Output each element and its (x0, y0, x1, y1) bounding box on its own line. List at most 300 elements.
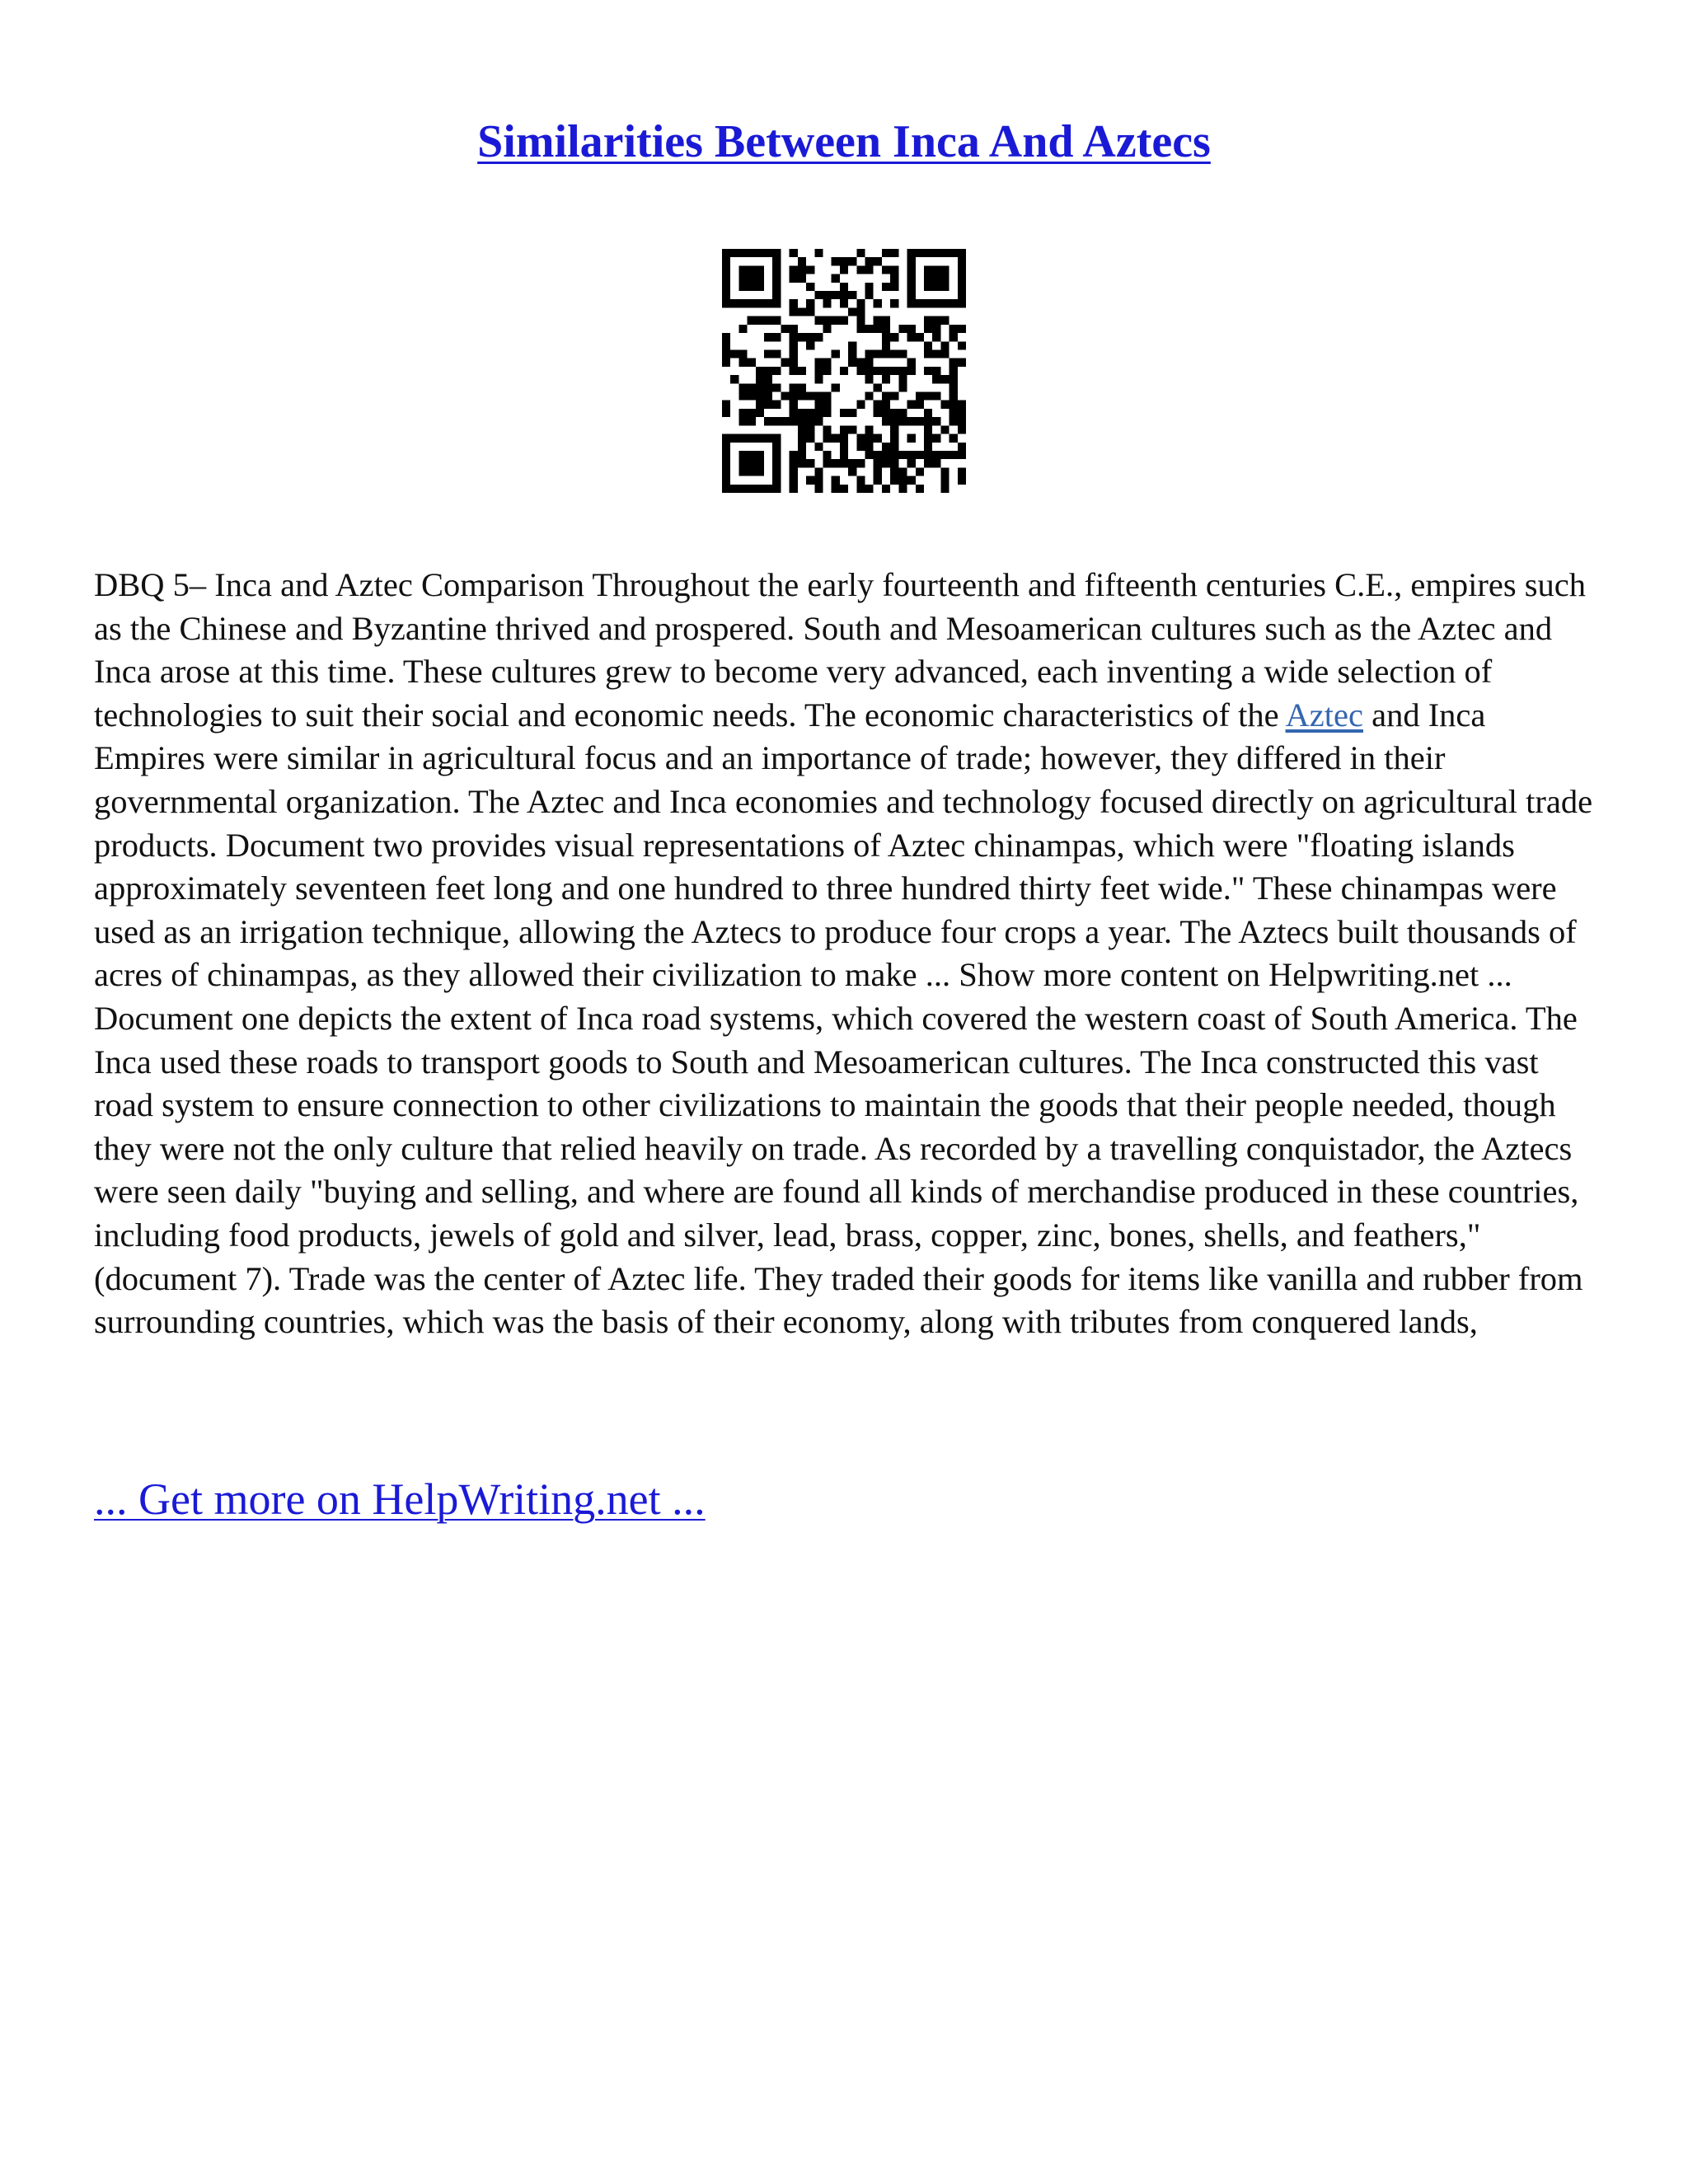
qr-module (814, 316, 823, 325)
qr-module (814, 359, 823, 367)
qr-module (814, 375, 823, 383)
qr-module (738, 409, 747, 417)
qr-module (814, 249, 823, 257)
qr-module (907, 476, 916, 485)
qr-module (890, 283, 898, 291)
qr-module (756, 409, 764, 417)
qr-module (738, 349, 747, 358)
qr-module (832, 383, 840, 391)
qr-module (781, 417, 789, 425)
qr-module (772, 316, 781, 325)
qr-module (814, 333, 823, 341)
qr-module (874, 349, 882, 358)
qr-module (781, 325, 789, 333)
qr-module (898, 325, 907, 333)
qr-module (856, 443, 865, 451)
qr-module (722, 409, 730, 417)
qr-module (722, 401, 730, 409)
qr-module (950, 401, 958, 409)
qr-module (790, 307, 798, 316)
qr-module (832, 459, 840, 467)
qr-module (722, 341, 730, 349)
qr-module (840, 409, 848, 417)
qr-module (856, 434, 865, 443)
qr-module (790, 367, 798, 375)
qr-module (772, 417, 781, 425)
qr-module (932, 392, 940, 401)
qr-module (958, 425, 966, 434)
qr-module (790, 392, 798, 401)
qr-module (932, 434, 940, 443)
qr-module (882, 375, 890, 383)
qr-module (874, 409, 882, 417)
qr-module (924, 392, 932, 401)
qr-module (898, 375, 907, 383)
qr-module (856, 485, 865, 493)
qr-module (798, 409, 806, 417)
qr-module (814, 417, 823, 425)
qr-module (756, 401, 764, 409)
qr-module (806, 417, 814, 425)
qr-module (950, 333, 958, 341)
qr-module (940, 485, 949, 493)
qr-module (882, 367, 890, 375)
qr-module (916, 401, 924, 409)
qr-module (882, 249, 890, 257)
qr-module (874, 316, 882, 325)
body-text-part-2: and Inca Empires were similar in agricultural focus and an importance of trade; however, they differed in their governmental organization. The Aztec and Inca economies and technology focused directly on agricultural trade products. Document two provides visual representations of Aztec chinampas, which were "floating islands approximately seventeen feet long and one hundred to three hundred thirty feet wide." These chinampas were used as an irrigation technique, allowing the Aztecs to produce four crops a year. The Aztecs built thousands of acres of chinampas, as they allowed their civilization to make ... Show more content on Helpwriting.net ... Document one depicts the extent of Inca road systems, which covered the western coast of South America. The Inca used these roads to transport goods to South and Mesoamerican cultures. The Inca constructed this vast road system to ensure connection to other civilizations to maintain the goods that their people needed, though they were not the only culture that relied heavily on trade. As recorded by a travelling conquistador, the Aztecs were seen daily "buying and selling, and where are found all kinds of merchandise produced in these countries, including food products, jewels of gold and silver, lead, brass, copper, zinc, bones, shells, and feathers," (document 7). Trade was the center of Aztec life. They traded their goods for items like vanilla and rubber from surrounding countries, which was the basis of their economy, along with tributes from conquered lands, (94, 696, 1593, 1341)
qr-module (856, 316, 865, 325)
qr-module (916, 333, 924, 341)
qr-module (874, 451, 882, 459)
qr-module (764, 333, 772, 341)
qr-module (806, 459, 814, 467)
qr-module (856, 299, 865, 307)
qr-module (722, 349, 730, 358)
qr-module (932, 325, 940, 333)
qr-module (932, 333, 940, 341)
qr-module (814, 291, 823, 299)
qr-module (882, 325, 890, 333)
qr-module (882, 341, 890, 349)
qr-module (798, 274, 806, 283)
qr-module (748, 383, 756, 391)
qr-module (832, 316, 840, 325)
qr-module (907, 333, 916, 341)
qr-module (874, 467, 882, 476)
qr-module (940, 401, 949, 409)
qr-module (865, 425, 874, 434)
qr-module (798, 425, 806, 434)
qr-module (856, 359, 865, 367)
qr-module (890, 392, 898, 401)
qr-module (798, 265, 806, 274)
qr-module (814, 392, 823, 401)
qr-module (730, 375, 738, 383)
qr-module (874, 434, 882, 443)
qr-module (798, 383, 806, 391)
qr-module (865, 359, 874, 367)
qr-module (898, 467, 907, 476)
qr-module (798, 434, 806, 443)
qr-module (790, 341, 798, 349)
aztec-link[interactable]: Aztec (1285, 696, 1363, 733)
qr-module (798, 307, 806, 316)
qr-module (932, 375, 940, 383)
qr-module (814, 476, 823, 485)
qr-module (823, 459, 831, 467)
qr-module (823, 425, 831, 434)
qr-module (950, 359, 958, 367)
qr-module (874, 401, 882, 409)
qr-module (840, 451, 848, 459)
qr-module (890, 299, 898, 307)
qr-module (916, 467, 924, 476)
qr-code-icon (722, 249, 966, 493)
qr-module (856, 307, 865, 316)
qr-module (814, 367, 823, 375)
qr-module (848, 425, 856, 434)
qr-module (882, 401, 890, 409)
qr-module (730, 349, 738, 358)
qr-module (848, 459, 856, 467)
qr-module (882, 333, 890, 341)
qr-module (840, 425, 848, 434)
qr-module (958, 359, 966, 367)
qr-module (856, 265, 865, 274)
qr-module (950, 417, 958, 425)
qr-module (814, 467, 823, 476)
qr-module (840, 291, 848, 299)
qr-module (958, 443, 966, 451)
qr-module (814, 409, 823, 417)
qr-module (832, 434, 840, 443)
qr-module (874, 476, 882, 485)
qr-module (772, 333, 781, 341)
qr-module (932, 316, 940, 325)
qr-module (865, 265, 874, 274)
qr-module (798, 257, 806, 265)
qr-module (882, 443, 890, 451)
qr-module (756, 392, 764, 401)
qr-module (916, 485, 924, 493)
qr-module (756, 375, 764, 383)
qr-module (940, 316, 949, 325)
qr-module (890, 274, 898, 283)
qr-module (882, 316, 890, 325)
qr-module (790, 383, 798, 391)
qr-module (832, 349, 840, 358)
qr-module (790, 265, 798, 274)
qr-module (764, 401, 772, 409)
qr-module (958, 325, 966, 333)
qr-module (950, 325, 958, 333)
qr-module (790, 476, 798, 485)
qr-module (882, 349, 890, 358)
qr-module (840, 367, 848, 375)
qr-module (916, 392, 924, 401)
qr-module (940, 425, 949, 434)
qr-module (798, 443, 806, 451)
qr-module (772, 367, 781, 375)
qr-module (932, 417, 940, 425)
qr-module (790, 325, 798, 333)
qr-module (890, 467, 898, 476)
qr-module (898, 349, 907, 358)
qr-module (874, 299, 882, 307)
qr-module (924, 265, 950, 291)
qr-module (764, 375, 772, 383)
qr-module (798, 367, 806, 375)
qr-module (950, 383, 958, 391)
qr-module (781, 392, 789, 401)
qr-module (882, 409, 890, 417)
qr-module (806, 392, 814, 401)
qr-module (832, 257, 840, 265)
qr-module (898, 367, 907, 375)
qr-module (764, 383, 772, 391)
qr-module (958, 451, 966, 459)
qr-module (907, 401, 916, 409)
qr-module (832, 291, 840, 299)
qr-module (940, 476, 949, 485)
qr-module (890, 367, 898, 375)
body-text-part-1: DBQ 5– Inca and Aztec Comparison Throughout the early fourteenth and fifteenth centuries C.E., empires such as the Chinese and Byzantine thrived and prospered. South and Mesoamerican cultures such as the Aztec and Inca arose at this time. These cultures grew to become very advanced, each inventing a wide selection of technologies to suit their social and economic needs. The economic characteristics of the (94, 566, 1586, 733)
qr-module (958, 409, 966, 417)
page-title-link[interactable]: Similarities Between Inca And Aztecs (477, 116, 1211, 167)
qr-module (814, 401, 823, 409)
qr-module (882, 485, 890, 493)
qr-module (924, 325, 932, 333)
qr-module (764, 392, 772, 401)
qr-module (840, 299, 848, 307)
qr-module (848, 409, 856, 417)
qr-module (856, 459, 865, 467)
qr-module (823, 325, 831, 333)
qr-module (832, 274, 840, 283)
qr-module (814, 443, 823, 451)
qr-module (924, 341, 932, 349)
qr-module (848, 341, 856, 349)
qr-module (865, 283, 874, 291)
qr-module (781, 359, 789, 367)
qr-module (907, 325, 916, 333)
qr-module (806, 333, 814, 341)
qr-module (865, 443, 874, 451)
qr-module (738, 417, 747, 425)
qr-module (738, 325, 747, 333)
qr-module (790, 299, 798, 307)
qr-module (890, 249, 898, 257)
qr-module (865, 349, 874, 358)
qr-module (940, 341, 949, 349)
body-paragraph (94, 564, 1602, 1344)
qr-module (806, 283, 814, 291)
qr-module (798, 417, 806, 425)
qr-module (856, 401, 865, 409)
qr-module (832, 476, 840, 485)
title-container (0, 115, 1688, 168)
qr-module (958, 467, 966, 476)
qr-module (848, 349, 856, 358)
qr-module (764, 316, 772, 325)
qr-module (856, 476, 865, 485)
qr-module (764, 349, 772, 358)
qr-module (840, 485, 848, 493)
qr-module (806, 425, 814, 434)
qr-module (848, 257, 856, 265)
qr-module (907, 359, 916, 367)
qr-module (874, 383, 882, 391)
qr-module (865, 434, 874, 443)
qr-module (756, 383, 764, 391)
qr-module (748, 316, 756, 325)
qr-module (865, 375, 874, 383)
qr-module (874, 257, 882, 265)
qr-module (840, 316, 848, 325)
qr-module (790, 249, 798, 257)
get-more-link[interactable]: ... Get more on HelpWriting.net ... (94, 1474, 706, 1524)
qr-module (890, 333, 898, 341)
qr-module (865, 325, 874, 333)
qr-module (823, 434, 831, 443)
qr-module (764, 417, 772, 425)
qr-module (823, 367, 831, 375)
qr-module (772, 401, 781, 409)
qr-module (848, 359, 856, 367)
qr-module (790, 485, 798, 493)
qr-module (950, 392, 958, 401)
qr-module (790, 467, 798, 476)
qr-module (798, 392, 806, 401)
qr-module (924, 316, 932, 325)
qr-module (798, 459, 806, 467)
qr-module (865, 392, 874, 401)
qr-module (882, 451, 890, 459)
qr-module (882, 283, 890, 291)
qr-module (865, 367, 874, 375)
qr-module (898, 383, 907, 391)
qr-module (748, 392, 756, 401)
qr-module (958, 341, 966, 349)
qr-module (840, 459, 848, 467)
qr-module (790, 451, 798, 459)
qr-module (932, 349, 940, 358)
qr-module (738, 359, 747, 367)
qr-module (950, 375, 958, 383)
qr-module (882, 265, 890, 274)
qr-module (764, 367, 772, 375)
qr-module (790, 417, 798, 425)
qr-module (790, 459, 798, 467)
qr-module (865, 257, 874, 265)
qr-module (806, 476, 814, 485)
qr-module (823, 451, 831, 459)
qr-module (882, 459, 890, 467)
qr-module (756, 367, 764, 375)
qr-module (738, 265, 764, 291)
qr-module (756, 316, 764, 325)
qr-module (898, 409, 907, 417)
qr-module (772, 349, 781, 358)
qr-module (748, 409, 756, 417)
qr-module (790, 333, 798, 341)
qr-module (748, 359, 756, 367)
qr-module (898, 485, 907, 493)
qr-module (806, 307, 814, 316)
qr-module (790, 409, 798, 417)
qr-module (890, 459, 898, 467)
qr-module (823, 359, 831, 367)
qr-module (738, 383, 747, 391)
qr-module (832, 485, 840, 493)
qr-module (722, 359, 730, 367)
qr-module (806, 299, 814, 307)
qr-module (738, 392, 747, 401)
qr-module (950, 451, 958, 459)
qr-module (823, 409, 831, 417)
qr-module (940, 451, 949, 459)
qr-module (738, 451, 764, 476)
qr-module (790, 349, 798, 358)
qr-module (798, 451, 806, 459)
qr-module (772, 383, 781, 391)
qr-module (848, 307, 856, 316)
qr-module (790, 401, 798, 409)
qr-module (932, 459, 940, 467)
qr-module (958, 401, 966, 409)
qr-module (806, 409, 814, 417)
qr-module (882, 392, 890, 401)
qr-module (865, 291, 874, 299)
qr-module (806, 265, 814, 274)
qr-module (924, 409, 932, 417)
qr-module (924, 459, 932, 467)
qr-module (856, 249, 865, 257)
qr-module (814, 485, 823, 493)
qr-module (840, 283, 848, 291)
qr-module (823, 291, 831, 299)
qr-module (940, 375, 949, 383)
qr-module (823, 316, 831, 325)
qr-module (907, 459, 916, 467)
qr-module (907, 434, 916, 443)
qr-module (924, 367, 932, 375)
qr-module (890, 409, 898, 417)
qr-module (882, 417, 890, 425)
qr-module (790, 359, 798, 367)
qr-module (940, 467, 949, 476)
qr-module (848, 291, 856, 299)
qr-module (840, 257, 848, 265)
qr-module (823, 392, 831, 401)
qr-module (840, 434, 848, 443)
qr-module (865, 451, 874, 459)
qr-module (890, 476, 898, 485)
qr-module (823, 401, 831, 409)
qr-module (950, 409, 958, 417)
qr-module (958, 417, 966, 425)
qr-module (907, 367, 916, 375)
qr-module (806, 341, 814, 349)
qr-module (798, 333, 806, 341)
qr-module (874, 459, 882, 467)
qr-module (932, 451, 940, 459)
qr-module (950, 434, 958, 443)
qr-module (874, 367, 882, 375)
qr-module (823, 299, 831, 307)
qr-module (806, 434, 814, 443)
